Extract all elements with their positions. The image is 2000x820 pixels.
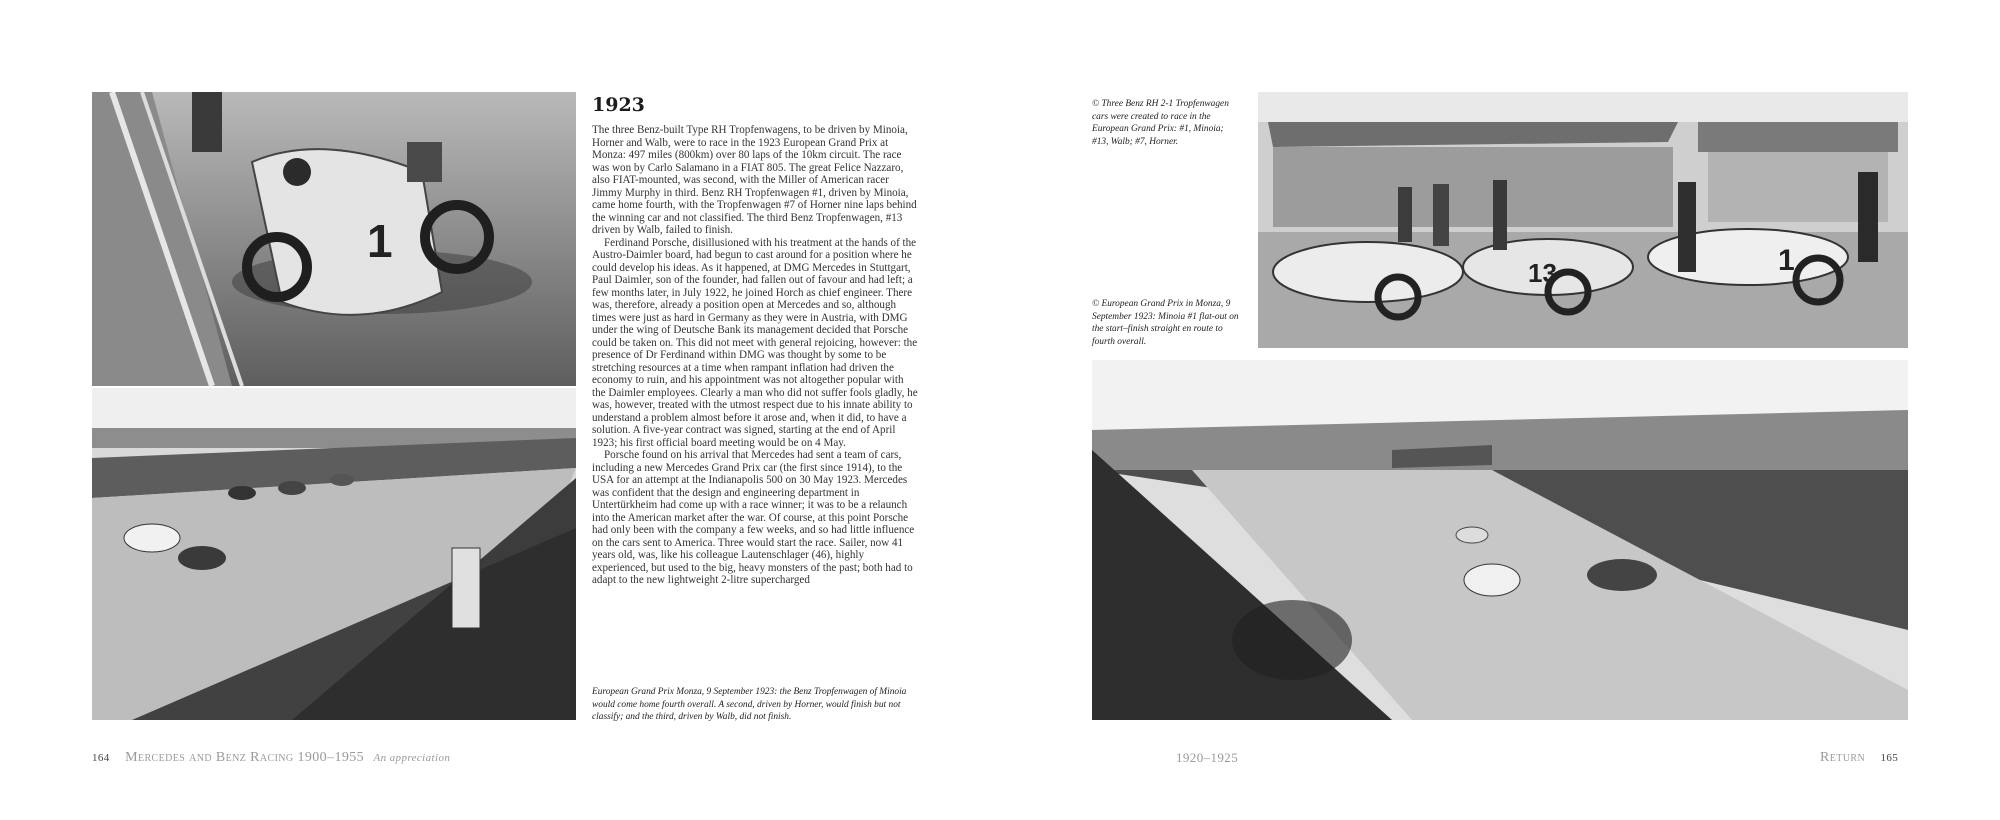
paragraph: Porsche found on his arrival that Mercedes had sent a team of cars, including a new Mercedes Grand Prix car (the first since 1914), to the USA for an attempt at the Indianapolis 500 on 30 May 1923. Mercedes was confident that the design and engineering department in Untertürkheim had come up with a race winner; it was to be a relaunch into the American market after the war. Of course, at this point Porsche had only been with the company a few weeks, and so had little influence on the cars sent to America. Three would start the race. Sailer, now 41 years old, was, like his colleague Lautenschlager (46), highly experienced, but used to the big, heavy monsters of the past; both had to adapt to the new lightweight 2-litre supercharged [592,449,915,586]
car-number-text: 13 [1528,258,1557,288]
paragraph: Ferdinand Porsche, disillusioned with his treatment at the hands of the Austro-Daimler board, had begun to cast around for a position where he could develop his ideas. As it happened, at DMG Mercedes in Stuttgart, Paul Daimler, son of the founder, had fallen out of favour and had left; a few months later, in July 1922, he joined Horch as chief engineer. There was, therefore, already a position open at Mercedes and so, although times were just as hard in Germany as they were in Austria, with DMG under the wing of Deutsche Bank its management decided that Porsche could be taken on. This did not meet with general rejoicing, however: the presence of Dr Ferdinand within DMG was thought by some to be stretching resources at a time when rampant inflation had driven the economy to ruin, and his appointment was not altogether popular with the Daimler employees. Clearly a man who did not suffer fools gladly, he was, however, treated with the utmost respect due to his innate ability to understand a problem almost before it arose and, when it did, to have a solution. A five-year contract was signed, starting at the end of April 1923; his first official board meeting would be on 4 May. [592,236,918,449]
page-number-right: 165 [1880,752,1899,764]
footer-left [92,750,450,766]
photo-race-straight [1092,360,1908,720]
photo-three-cars-pits [1258,92,1908,348]
footer-section: 1920–1925 [1176,750,1239,765]
section-heading: 1923 [592,94,645,116]
footer-right [1820,750,1898,766]
paragraph: The three Benz-built Type RH Tropfenwagens, to be driven by Minoia, Horner and Walb, were to race in the 1923 European Grand Prix at Monza: 497 miles (800km) over 80 laps of the 10km circuit. The race was won by Carlo Salamano in a FIAT 805. The great Felice Nazzaro, also FIAT-mounted, was second, with the Miller of American racer Jimmy Murphy in third. Benz RH Tropfenwagen #1, driven by Minoia, came home fourth, with the Tropfenwagen #7 of Horner nine laps behind the winning car and not classified. The third Benz Tropfenwagen, #13 driven by Walb, failed to finish. [592,124,917,236]
car-number-text: 1 [1778,244,1795,277]
photo-grid-crowd [92,388,576,720]
car-number-text: 1 [367,215,393,267]
book-subtitle: An appreciation [373,752,451,764]
book-title: Mercedes and Benz Racing 1900–1955 [125,750,365,765]
chapter-title: Return [1820,750,1866,765]
body-text [592,124,918,638]
photo-tropfenwagen-closeup [92,92,576,386]
caption-right-top: © Three Benz RH 2-1 Tropfenwagen cars were created to race in the European Grand Prix: #1, Minoia; #13, Walb; #7, Horner. [1092,99,1229,147]
page-number-left: 164 [92,752,110,764]
caption-left: European Grand Prix Monza, 9 September 1923: the Benz Tropfenwagen of Minoia would come home fourth overall. A second, driven by Horner, would finish but not classify; and the third, driven by Walb, did not finish. [592,687,907,723]
caption-right-bottom: © European Grand Prix in Monza, 9 September 1923: Minoia #1 flat-out on the start–finish straight en route to fourth overall. [1092,299,1239,347]
